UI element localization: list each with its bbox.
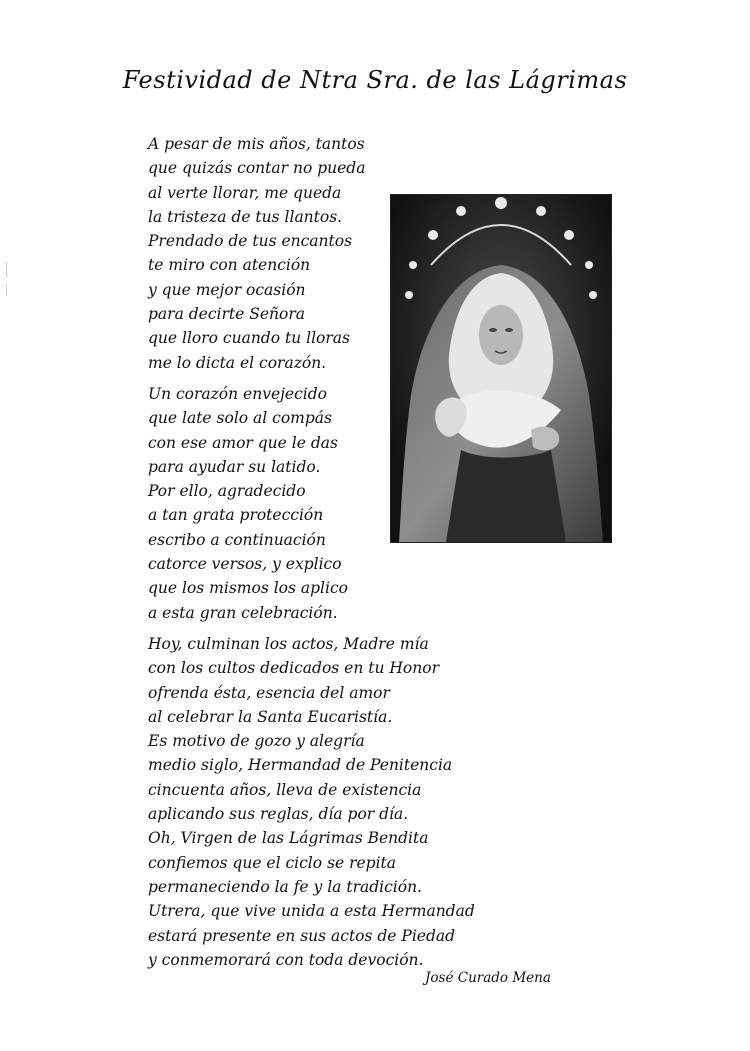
poem-line: aplicando sus reglas, día por día. xyxy=(148,805,409,824)
poem-line: medio siglo, Hermandad de Penitencia xyxy=(148,756,453,775)
poem-line: y conmemorará con toda devoción. xyxy=(148,950,424,969)
poem-line: Un corazón envejecido xyxy=(148,385,327,403)
poem-line: Hoy, culminan los actos, Madre mía xyxy=(148,635,429,653)
poem-line: permaneciendo la fe y la tradición. xyxy=(148,877,422,896)
poem-line: al celebrar la Santa Eucaristía. xyxy=(148,707,393,726)
poem-line: me lo dicta el corazón. xyxy=(148,353,327,372)
poem-line: A pesar de mis años, tantos xyxy=(148,135,365,153)
poem-line: a tan grata protección xyxy=(148,506,324,525)
poem-stanza-2 xyxy=(148,382,348,625)
poem-line: la tristeza de tus llantos. xyxy=(148,207,343,226)
poem-line: Por ello, agradecido xyxy=(148,482,306,501)
poem-line: que los mismos los aplico xyxy=(148,579,348,598)
poem-line: ofrenda ésta, esencia del amor xyxy=(148,683,390,702)
poem-line: que late solo al compás xyxy=(148,409,332,428)
poem-line: con ese amor que le das xyxy=(148,433,338,452)
poem-line: para ayudar su latido. xyxy=(148,457,321,476)
poem-line: te miro con atención xyxy=(148,256,311,275)
poem-line: Prendado de tus encantos xyxy=(148,232,353,251)
poem-line: que quizás contar no pueda xyxy=(148,159,366,178)
poem-line: Utrera, que vive unida a esta Hermandad xyxy=(148,902,475,921)
virgin-image xyxy=(390,194,612,543)
poem-line: y que mejor ocasión xyxy=(148,280,306,299)
author-signature: José Curado Mena xyxy=(425,970,551,986)
poem-line: para decirte Señora xyxy=(148,305,305,324)
poem-line: Es motivo de gozo y alegría xyxy=(148,732,365,751)
page-title: Festividad de Ntra Sra. de las Lágrimas xyxy=(122,66,628,94)
poem-line: escribo a continuación xyxy=(148,530,326,549)
poem-line: estará presente en sus actos de Piedad xyxy=(148,926,456,945)
scan-mark xyxy=(6,284,7,296)
poem-line: al verte llorar, me queda xyxy=(148,183,342,202)
scan-mark xyxy=(6,262,7,278)
poem-line: cincuenta años, lleva de existencia xyxy=(148,780,422,799)
poem-line: con los cultos dedicados en tu Honor xyxy=(148,659,439,678)
poem-line: que lloro cuando tu lloras xyxy=(148,329,350,348)
poem-line: a esta gran celebración. xyxy=(148,603,338,622)
poem-line: confiemos que el ciclo se repita xyxy=(148,853,396,872)
poem-line: Oh, Virgen de las Lágrimas Bendita xyxy=(148,829,429,848)
poem-stanza-1 xyxy=(148,132,365,375)
face xyxy=(479,305,523,365)
poem-stanza-3 xyxy=(148,632,475,972)
poem-line: catorce versos, y explico xyxy=(148,555,342,574)
